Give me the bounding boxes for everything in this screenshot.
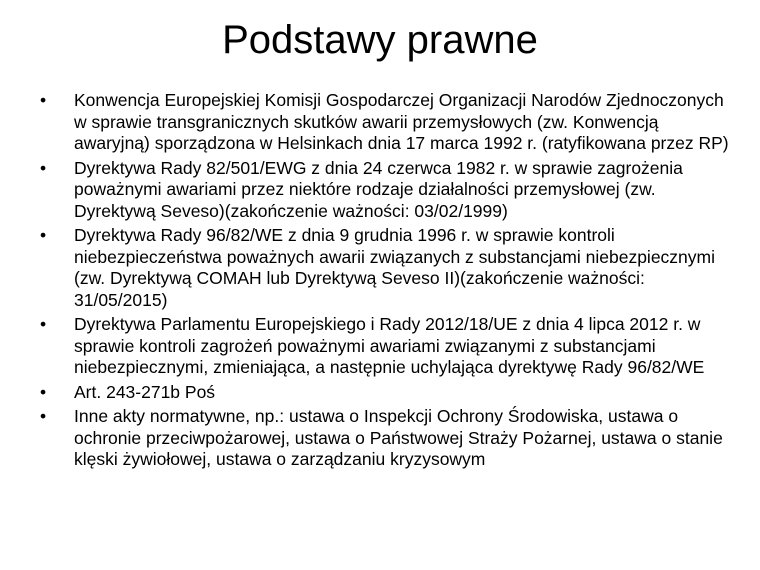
bullet-text: Dyrektywa Rady 82/501/EWG z dnia 24 czerwca 1982 r. w sprawie zagrożenia poważnymi awariami przez niektóre rodzaje działalności przemysłowej (zw. Dyrektywą Seveso)(zakończenie ważności: 03/02/1999)	[74, 157, 683, 221]
bullet-text: Dyrektywa Parlamentu Europejskiego i Rady 2012/18/UE z dnia 4 lipca 2012 r. w sprawie kontroli zagrożeń poważnymi awariami związanymi z substancjami niebezpiecznymi, zmieniająca, a następnie uchylająca dyrektywę Rady 96/82/WE	[74, 314, 705, 377]
bullet-item-5	[40, 382, 730, 404]
bullet-icon: •	[40, 157, 47, 178]
bullet-icon: •	[40, 406, 47, 426]
bullet-icon: •	[40, 225, 47, 245]
bullet-item-2	[40, 158, 730, 223]
bullet-item-3	[40, 225, 730, 311]
bullet-item-1	[40, 90, 730, 155]
bullet-icon: •	[40, 381, 47, 402]
bullet-list	[40, 90, 730, 474]
bullet-icon: •	[40, 314, 47, 334]
bullet-item-4	[40, 314, 730, 379]
bullet-item-6	[40, 406, 730, 471]
bullet-text: Dyrektywa Rady 96/82/WE z dnia 9 grudnia 1996 r. w sprawie kontroli niebezpieczeństwa poważnych awarii związanych z substancjami niebezpiecznymi (zw. Dyrektywą COMAH lub Dyrektywą Seveso II)(zakończenie ważności: 31/05/2015)	[74, 225, 716, 310]
bullet-text: Art. 243-271b Poś	[74, 381, 216, 402]
bullet-text: Konwencja Europejskiej Komisji Gospodarczej Organizacji Narodów Zjednoczonych w sprawie transgranicznych skutków awarii przemysłowych (zw. Konwencją awaryjną) sporządzona w Helsinkach dnia 17 marca 1992 r. (ratyfikowana przez RP)	[74, 90, 729, 153]
bullet-icon: •	[40, 90, 47, 110]
bullet-text: Inne akty normatywne, np.: ustawa o Inspekcji Ochrony Środowiska, ustawa o ochronie przeciwpożarowej, ustawa o Państwowej Straży Pożarnej, ustawa o stanie klęski żywiołowej, ustawa o zarządzaniu kryzysowym	[74, 406, 723, 469]
slide-title: Podstawy prawne	[222, 18, 538, 62]
